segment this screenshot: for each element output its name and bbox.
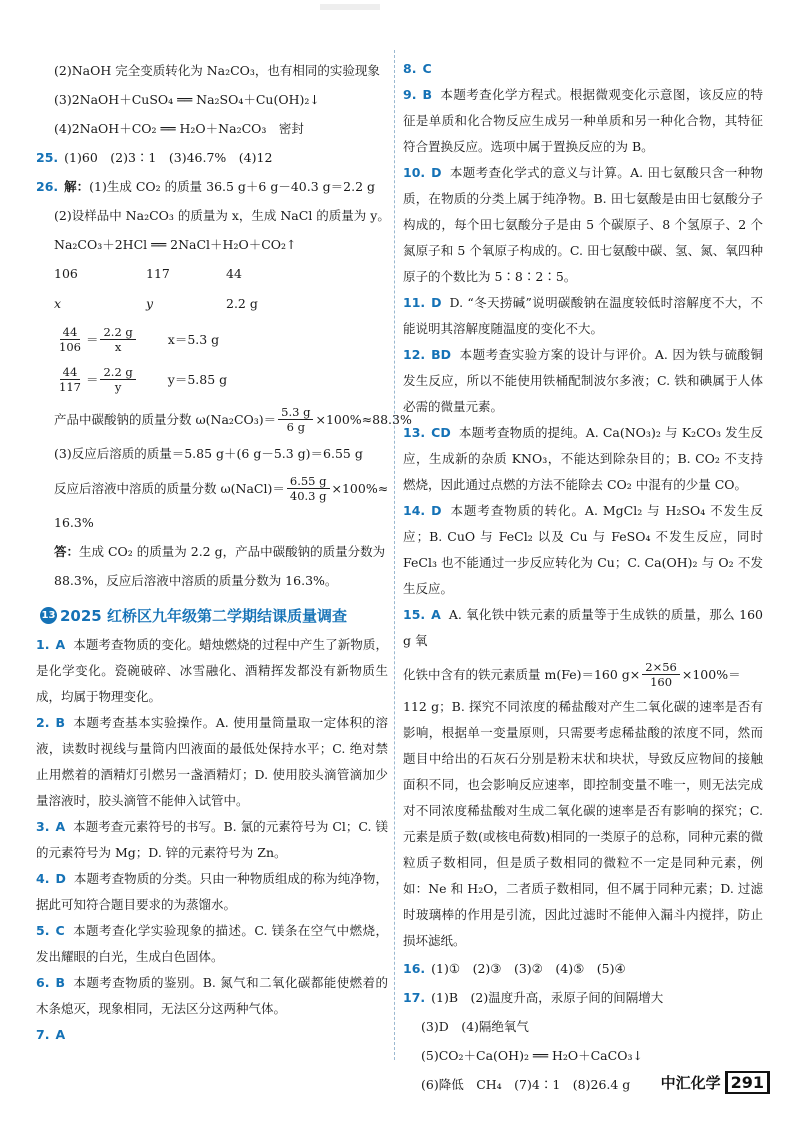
answer-text: (1)60 (2)3∶1 (3)46.7% (4)12 xyxy=(64,150,273,165)
explanation: A. 氧化铁中铁元素的质量等于生成铁的质量，那么 160 g 氧 xyxy=(403,607,763,648)
mass-fraction-nacl xyxy=(36,468,388,508)
fraction xyxy=(56,325,84,354)
question-number: 2. xyxy=(36,715,50,730)
fraction xyxy=(56,365,84,394)
question-number: 10. xyxy=(403,165,426,180)
answer-26 xyxy=(36,172,388,201)
formula-prefix: 化铁中含有的铁元素质量 m(Fe)＝160 g× xyxy=(403,667,641,682)
answer-10 xyxy=(403,160,763,290)
page-number: 291 xyxy=(725,1071,770,1094)
answer-choice: D xyxy=(431,503,442,518)
answer-choice: C xyxy=(55,923,65,938)
fraction xyxy=(278,405,313,434)
question-number: 6. xyxy=(36,975,50,990)
text-line: (3)2NaOH＋CuSO₄ ══ Na₂SO₄＋Cu(OH)₂↓ xyxy=(54,92,320,107)
text-line: (4)2NaOH＋CO₂ ══ H₂O＋Na₂CO₃ 密封 xyxy=(54,121,304,136)
numerator: 44 xyxy=(60,365,81,380)
question-number: 26. xyxy=(36,179,59,194)
answer-choice: A xyxy=(55,1027,66,1042)
proportion-1: $\frac{44}{106}$ ＝ $\frac{2.2 g}{x}$ x＝5.3 g xyxy=(36,319,388,359)
answer-15 xyxy=(403,602,763,654)
formula-suffix: ×100%＝ xyxy=(681,667,741,682)
result: y＝5.85 g xyxy=(167,372,228,387)
denominator: 117 xyxy=(59,379,81,394)
numerator: 2×56 xyxy=(642,660,680,675)
answer-2 xyxy=(36,710,388,814)
mass-row xyxy=(36,289,388,319)
text-line: (6)降低 CH₄ (7)4∶1 (8)26.4 g xyxy=(421,1077,631,1092)
answer-choice: D xyxy=(431,295,442,310)
calc-value: y xyxy=(146,296,154,311)
explanation: 本题考查化学实验现象的描述。C. 镁条在空气中燃烧，发出耀眼的白光，生成白色固体。 xyxy=(36,923,388,964)
molar-mass-row xyxy=(36,259,388,289)
fraction xyxy=(100,325,135,354)
page-footer xyxy=(661,1071,770,1094)
solution-label: 解： xyxy=(64,179,90,194)
answer-6 xyxy=(36,970,388,1022)
explanation: D. “冬天捞碱”说明碳酸钠在温度较低时溶解度不大，不能说明其溶解度随温度的变化不大。 xyxy=(403,295,763,336)
answer-choice: CD xyxy=(431,425,451,440)
calc-value: 117 xyxy=(146,266,170,281)
equation: Na₂CO₃＋2HCl ══ 2NaCl＋H₂O＋CO₂↑ xyxy=(54,237,297,252)
answer-choice: C xyxy=(422,61,432,76)
denominator: 160 xyxy=(650,674,673,689)
answer-12 xyxy=(403,342,763,420)
explanation: 本题考查物质的提纯。A. Ca(NO₃)₂ 与 K₂CO₃ 发生反应，生成新的杂质 KNO₃，不能达到除杂目的；B. CO₂ 不支持燃烧，因此通过点燃的方法不能除去 CO₂ 中混有的少量 CO。 xyxy=(403,425,763,492)
answer-8 xyxy=(403,56,763,82)
question-number: 17. xyxy=(403,990,426,1005)
explanation: 本题考查元素符号的书写。B. 氯的元素符号为 Cl；C. 镁的元素符号为 Mg；D. 锌的元素符号为 Zn。 xyxy=(36,819,388,860)
mass-fraction-na2co3 xyxy=(36,399,412,439)
scan-mark xyxy=(320,4,380,10)
answer-choice: B xyxy=(55,975,65,990)
answer-choice: A xyxy=(55,637,66,652)
answer-choice: BD xyxy=(431,347,452,362)
answer-17 xyxy=(403,983,763,1012)
formula-suffix: ×100%≈88.3% xyxy=(315,411,412,427)
section-number-badge: 13 xyxy=(40,607,57,624)
numerator: 5.3 g xyxy=(278,405,313,420)
answer-text: (1)B (2)温度升高，汞原子间的间隔增大 xyxy=(431,990,664,1005)
conclusion-label: 答： xyxy=(54,544,80,559)
conclusion-text: 生成 CO₂ 的质量为 2.2 g，产品中碳酸钠的质量分数为 xyxy=(79,544,386,559)
calc-value: 44 xyxy=(226,266,242,281)
answer-1 xyxy=(36,632,388,710)
fraction xyxy=(287,474,330,503)
answer-choice: D xyxy=(55,871,66,886)
answer-choice: D xyxy=(431,165,442,180)
question-number: 1. xyxy=(36,637,50,652)
text-line: (2)NaOH 完全变质转化为 Na₂CO₃，也有相同的实验现象 xyxy=(54,63,380,78)
question-number: 15. xyxy=(403,607,426,622)
explanation: 本题考查化学方程式。根据微观变化示意图，该反应的特征是单质和化合物反应生成另一种单质和另一种化合物，其特征符合置换反应。选项中属于置换反应的为 B。 xyxy=(403,87,763,154)
result: x＝5.3 g xyxy=(167,332,220,347)
question-number: 13. xyxy=(403,425,426,440)
text-line: (2)设样品中 Na₂CO₃ 的质量为 x，生成 NaCl 的质量为 y。 xyxy=(54,208,390,223)
denominator: y xyxy=(114,379,122,394)
question-number: 12. xyxy=(403,347,426,362)
question-number: 8. xyxy=(403,61,417,76)
text-line: (3)反应后溶质的质量＝5.85 g＋(6 g－5.3 g)＝6.55 g xyxy=(54,446,363,461)
conclusion xyxy=(36,537,388,566)
question-number: 11. xyxy=(403,295,426,310)
denominator: x xyxy=(114,339,122,354)
answer-13 xyxy=(403,420,763,498)
numerator: 2.2 g xyxy=(100,365,135,380)
question-number: 25. xyxy=(36,150,59,165)
proportion-2: $\frac{44}{117}$ ＝ $\frac{2.2 g}{y}$ y＝5.85 g xyxy=(36,359,388,399)
numerator: 2.2 g xyxy=(100,325,135,340)
fraction xyxy=(642,660,680,689)
formula-prefix: 产品中碳酸钠的质量分数 ω(Na₂CO₃)＝ xyxy=(54,412,277,427)
question-number: 5. xyxy=(36,923,50,938)
formula-suffix: ×100%≈ xyxy=(331,480,389,496)
question-number: 9. xyxy=(403,87,417,102)
fraction xyxy=(100,365,135,394)
answer-3 xyxy=(36,814,388,866)
calc-value: x xyxy=(54,296,62,311)
answer-25 xyxy=(36,143,388,172)
numerator: 6.55 g xyxy=(287,474,330,489)
calc-value: 106 xyxy=(54,266,78,281)
answer-14 xyxy=(403,498,763,602)
answer-11 xyxy=(403,290,763,342)
explanation: 本题考查物质的鉴别。B. 氮气和二氧化碳都能使燃着的木条熄灭，现象相同，无法区分这两种气体。 xyxy=(36,975,388,1016)
denominator: 6 g xyxy=(286,419,305,434)
fe-mass-formula xyxy=(403,654,763,694)
answer-text: (1)① (2)③ (3)② (4)⑤ (5)④ xyxy=(431,961,626,976)
section-title: 2025 红桥区九年级第二学期结课质量调查 xyxy=(60,607,347,625)
section-heading xyxy=(40,605,388,626)
explanation: 本题考查基本实验操作。A. 使用量筒量取一定体积的溶液，读数时视线与量筒内凹液面的最低处保持水平；C. 绝对禁止用燃着的酒精灯引燃另一盏酒精灯；D. 使用胶头滴管滴加少量溶液时，胶头滴管不能伸入试管中。 xyxy=(36,715,388,808)
answer-4 xyxy=(36,866,388,918)
numerator: 44 xyxy=(60,325,81,340)
formula-prefix: 反应后溶液中溶质的质量分数 ω(NaCl)＝ xyxy=(54,481,285,496)
text-line: 88.3%，反应后溶液中溶质的质量分数为 16.3%。 xyxy=(54,573,338,588)
column-divider xyxy=(394,50,395,1060)
answer-9 xyxy=(403,82,763,160)
explanation: 本题考查实验方案的设计与评价。A. 因为铁与硫酸铜发生反应，所以不能使用铁桶配制波尔多液；C. 铁和碘属于人体必需的微量元素。 xyxy=(403,347,763,414)
denominator: 106 xyxy=(59,339,81,354)
explanation: 本题考查物质的分类。只由一种物质组成的称为纯净物，据此可知符合题目要求的为蒸馏水。 xyxy=(36,871,388,912)
question-number: 4. xyxy=(36,871,50,886)
answer-16 xyxy=(403,954,763,983)
question-number: 3. xyxy=(36,819,50,834)
explanation: 本题考查物质的变化。蜡烛燃烧的过程中产生了新物质，是化学变化。瓷碗破碎、冰雪融化、酒精挥发都没有新物质生成，均属于物理变化。 xyxy=(36,637,388,704)
answer-5 xyxy=(36,918,388,970)
explanation: 112 g；B. 探究不同浓度的稀盐酸对产生二氧化碳的速率是否有影响，根据单一变量原则，只需要考虑稀盐酸的浓度不同，然而题目中给出的石灰石分别是粉末状和块状，导致反应物间的接触面积不同，也会影响反应速率，即控制变量不唯一，则无法完成对不同浓度稀盐酸对生成二氧化碳的速率是否有影响的探究；C. 元素是质子数(或核电荷数)相同的一类原子的总称，同种元素的微粒质子数相同，但是质子数相同的微粒不一定是同种元素，例如：Ne 和 H₂O，二者质子数相同，但不属于同种元素；D. 过滤时玻璃棒的作用是引流，因此过滤时不能伸入漏斗内搅拌，防止损坏滤纸。 xyxy=(403,699,763,948)
denominator: 40.3 g xyxy=(289,488,327,503)
right-column xyxy=(403,56,763,1099)
answer-choice: B xyxy=(55,715,65,730)
text-line: 16.3% xyxy=(54,515,94,530)
question-number: 16. xyxy=(403,961,426,976)
book-title: 中汇化学 xyxy=(660,1074,721,1092)
answer-7 xyxy=(36,1022,388,1048)
explanation: 本题考查物质的转化。A. MgCl₂ 与 H₂SO₄ 不发生反应；B. CuO 与 FeCl₂ 以及 Cu 与 FeSO₄ 不发生反应，同时 FeCl₃ 也不能通过一步反应转化为 Cu；C. Ca(OH)₂ 与 O₂ 不发生反应。 xyxy=(403,503,763,596)
question-number: 14. xyxy=(403,503,426,518)
text-line: (3)D (4)隔绝氧气 xyxy=(421,1019,529,1034)
answer-choice: B xyxy=(422,87,432,102)
question-number: 7. xyxy=(36,1027,50,1042)
left-column xyxy=(36,56,412,1048)
answer-text: (1)生成 CO₂ 的质量 36.5 g＋6 g－40.3 g＝2.2 g xyxy=(89,179,376,194)
explanation: 本题考查化学式的意义与计算。A. 田七氨酸只含一种物质，在物质的分类上属于纯净物。B. 田七氨酸是由田七氨酸分子构成的，每个田七氨酸分子是由 5 个碳原子、8 个氢原子、2 个氮原子和 5 个氧原子构成的。C. 田七氨酸中碳、氢、氮、氧四种原子的个数比为 5∶8∶2∶5。 xyxy=(403,165,763,284)
answer-choice: A xyxy=(55,819,66,834)
calc-value: 2.2 g xyxy=(226,296,258,311)
answer-choice: A xyxy=(431,607,441,622)
text-line: (5)CO₂＋Ca(OH)₂ ══ H₂O＋CaCO₃↓ xyxy=(421,1048,643,1063)
